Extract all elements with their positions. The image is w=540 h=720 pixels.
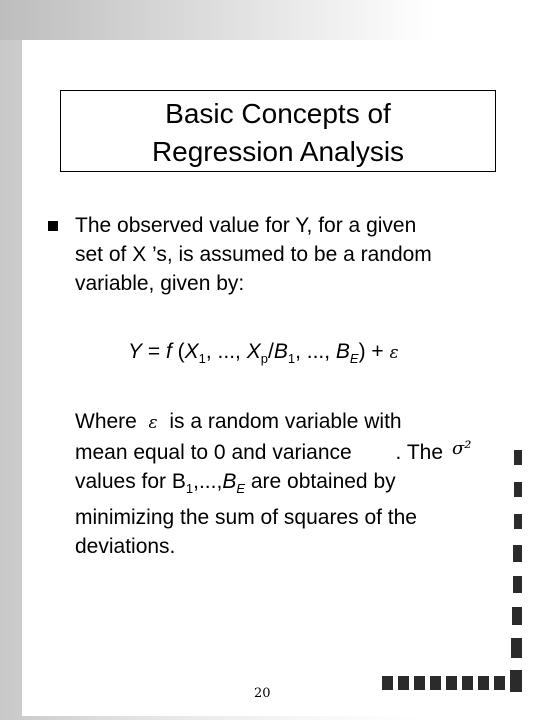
decor-square	[398, 676, 409, 690]
decor-square	[511, 638, 522, 658]
values-suffix: are obtained by	[250, 470, 396, 493]
deviations-line: deviations.	[75, 535, 176, 559]
where-rest: is a random variable with	[169, 410, 402, 433]
values-prefix: values for B	[75, 470, 186, 493]
regression-equation: Y = f ($X_1$, ..., $X_p/B_1$, ..., $B_E) + \varepsilon$	[128, 340, 399, 367]
decor-square	[514, 450, 522, 465]
decor-square	[513, 545, 522, 562]
where-line	[75, 407, 443, 438]
decor-square	[494, 676, 505, 690]
slide-title-box	[60, 90, 496, 172]
decor-square	[514, 482, 522, 497]
decor-square	[430, 676, 441, 690]
top-gradient-band	[0, 0, 540, 40]
slide-title-line-2: Regression Analysis	[151, 136, 405, 167]
values-line: values for $B_1,...,B_E$ are obtained by	[75, 470, 396, 497]
decor-square	[514, 514, 522, 529]
bullet-line-2: set of X ’s, is assumed to be a random	[75, 243, 432, 266]
decor-square	[510, 670, 522, 692]
the-word: . The	[395, 441, 444, 464]
bullet-square-icon	[48, 221, 58, 231]
decor-square	[462, 676, 473, 690]
mean-line	[75, 438, 443, 467]
decor-square	[478, 676, 489, 690]
where-paragraph	[75, 407, 443, 561]
decor-square	[446, 676, 457, 690]
slide-title-line-1: Basic Concepts of	[165, 98, 391, 129]
bullet-text	[75, 211, 432, 298]
decor-square	[512, 607, 522, 625]
decor-square	[382, 676, 393, 690]
page-number: 20	[254, 686, 271, 701]
bullet-line-1: The observed value for Y, for a given	[75, 214, 417, 237]
bullet-line-3: variable, given by:	[75, 272, 245, 295]
mean-text: mean equal to 0 and variance	[75, 441, 352, 464]
decor-square	[513, 576, 522, 593]
where-word: Where	[75, 410, 137, 433]
minimizing-line: minimizing the sum of squares of the	[75, 506, 417, 530]
epsilon-symbol-2: ε	[148, 413, 158, 433]
sigma-squared-symbol: σ²	[452, 438, 472, 459]
decor-square	[414, 676, 425, 690]
epsilon-symbol: ε	[389, 343, 399, 363]
